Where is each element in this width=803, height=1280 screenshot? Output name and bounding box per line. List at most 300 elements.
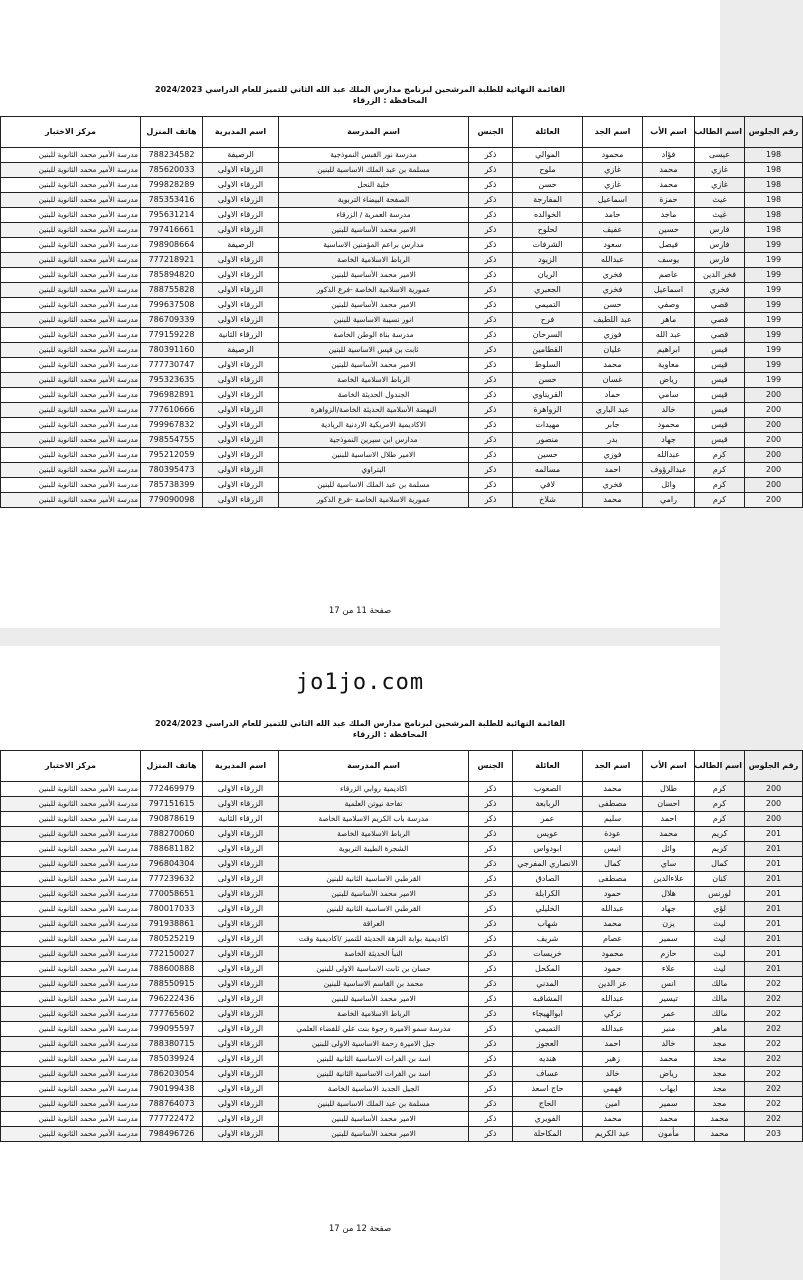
cell-home-phone: 780525219 [141,932,203,947]
table-row [1,478,803,493]
cell-directorate: الزرقاء الاولى [203,977,279,992]
table-row [1,283,803,298]
table-row [1,358,803,373]
cell-test-center: مدرسة الأمير محمد الثانوية للبنين [1,797,141,812]
cell-home-phone: 790878619 [141,812,203,827]
cell-test-center: مدرسة الأمير محمد الثانوية للبنين [1,493,141,508]
cell-seat-number: 200 [745,797,803,812]
cell-grandfather-name: محمود [583,148,643,163]
cell-gender: ذكر [469,343,513,358]
cell-student-name: مجد [695,1037,745,1052]
cell-grandfather-name: سليم [583,812,643,827]
cell-student-name: قصي [695,328,745,343]
cell-gender: ذكر [469,812,513,827]
cell-school-name: الاكاديمية الامريكية الاردنية الريادية [279,418,469,433]
cell-test-center: مدرسة الأمير محمد الثانوية للبنين [1,1022,141,1037]
cell-school-name: الامير محمد الأساسية للبنين [279,992,469,1007]
cell-school-name: اسد بن الفرات الاساسية الثانية للبنين [279,1067,469,1082]
cell-father-name: محمد [643,1112,695,1127]
table-header-row [1,117,803,148]
cell-seat-number: 202 [745,1037,803,1052]
cell-father-name: احسان [643,797,695,812]
table-row [1,857,803,872]
cell-seat-number: 202 [745,1067,803,1082]
cell-seat-number: 202 [745,1007,803,1022]
cell-student-name: كرم [695,812,745,827]
cell-school-name: الامير محمد الأساسية للبنين [279,358,469,373]
cell-family-name: الجعبري [513,283,583,298]
cell-seat-number: 201 [745,962,803,977]
cell-student-name: غازي [695,163,745,178]
cell-grandfather-name: عصام [583,932,643,947]
cell-gender: ذكر [469,1067,513,1082]
cell-seat-number: 199 [745,283,803,298]
cell-family-name: لافي [513,478,583,493]
cell-gender: ذكر [469,902,513,917]
cell-school-name: الرباط الاسلامية الخاصة [279,827,469,842]
cell-grandfather-name: غازي [583,178,643,193]
table-row [1,977,803,992]
cell-grandfather-name: تركي [583,1007,643,1022]
cell-test-center: مدرسة الأمير محمد الثانوية للبنين [1,238,141,253]
cell-student-name: ماهر [695,1022,745,1037]
cell-school-name: مدرسة بناة الوطن الخاصة [279,328,469,343]
cell-family-name: الفويري [513,1112,583,1127]
cell-gender: ذكر [469,253,513,268]
cell-gender: ذكر [469,493,513,508]
table-header-row [1,751,803,782]
cell-home-phone: 786203054 [141,1067,203,1082]
cell-father-name: محمد [643,163,695,178]
cell-grandfather-name: خالد [583,1067,643,1082]
cell-gender: ذكر [469,857,513,872]
cell-family-name: خريسات [513,947,583,962]
cell-grandfather-name: محمود [583,947,643,962]
cell-father-name: وائل [643,842,695,857]
cell-father-name: مأمون [643,1127,695,1142]
cell-school-name: الجندول الحديثة الخاصة [279,388,469,403]
cell-student-name: كنان [695,872,745,887]
cell-school-name: القرطبي الاساسية الثانية للبنين [279,872,469,887]
cell-school-name: عمورية الاسلامية الخاصة -فرع الذكور [279,283,469,298]
cell-student-name: ليث [695,917,745,932]
cell-student-name: مالك [695,1007,745,1022]
cell-seat-number: 202 [745,977,803,992]
table-row [1,1112,803,1127]
cell-grandfather-name: محمد [583,493,643,508]
cell-directorate: الزرقاء الاولى [203,388,279,403]
cell-directorate: الزرقاء الاولى [203,193,279,208]
cell-school-name: انور نسيبة الاساسية للبنين [279,313,469,328]
table-row [1,163,803,178]
cell-grandfather-name: حمود [583,887,643,902]
cell-seat-number: 201 [745,842,803,857]
cell-student-name: ليث [695,947,745,962]
cell-test-center: مدرسة الأمير محمد الثانوية للبنين [1,977,141,992]
cell-test-center: مدرسة الأمير محمد الثانوية للبنين [1,872,141,887]
cell-father-name: خالد [643,1037,695,1052]
column-header-school-name: اسم المدرسة [279,751,469,782]
cell-directorate: الزرقاء الاولى [203,1022,279,1037]
cell-father-name: ابراهيم [643,343,695,358]
cell-family-name: حسن [513,178,583,193]
cell-test-center: مدرسة الأمير محمد الثانوية للبنين [1,283,141,298]
table-row [1,1022,803,1037]
cell-family-name: عويس [513,827,583,842]
cell-home-phone: 796222436 [141,992,203,1007]
cell-test-center: مدرسة الأمير محمد الثانوية للبنين [1,992,141,1007]
cell-test-center: مدرسة الأمير محمد الثانوية للبنين [1,373,141,388]
cell-family-name: الريان [513,268,583,283]
cell-school-name: مسلمة بن عبد الملك الاساسية للبنين [279,478,469,493]
candidates-table [0,116,803,508]
cell-grandfather-name: محمد [583,782,643,797]
cell-seat-number: 200 [745,812,803,827]
cell-grandfather-name: بدر [583,433,643,448]
cell-family-name: مهيدات [513,418,583,433]
cell-gender: ذكر [469,1037,513,1052]
cell-directorate: الزرقاء الاولى [203,1127,279,1142]
cell-school-name: تفاحة نيوتن العلمية [279,797,469,812]
table-row [1,947,803,962]
cell-student-name: ليث [695,932,745,947]
cell-directorate: الزرقاء الاولى [203,1052,279,1067]
cell-school-name: الامير طلال الاساسية للبنين [279,448,469,463]
cell-school-name: ثابت بن قيس الاساسية للبنين [279,343,469,358]
cell-student-name: كمال [695,857,745,872]
cell-grandfather-name: محمد [583,1112,643,1127]
cell-family-name: العجوز [513,1037,583,1052]
cell-student-name: كرم [695,493,745,508]
cell-seat-number: 199 [745,238,803,253]
cell-home-phone: 785353416 [141,193,203,208]
cell-gender: ذكر [469,932,513,947]
cell-family-name: الخوالده [513,208,583,223]
page-header [0,84,720,106]
cell-gender: ذكر [469,148,513,163]
cell-seat-number: 200 [745,418,803,433]
cell-test-center: مدرسة الأمير محمد الثانوية للبنين [1,962,141,977]
cell-father-name: عاصم [643,268,695,283]
cell-seat-number: 202 [745,1082,803,1097]
cell-father-name: انس [643,977,695,992]
cell-home-phone: 799637508 [141,298,203,313]
cell-grandfather-name: فخري [583,283,643,298]
cell-directorate: الزرقاء الاولى [203,493,279,508]
document-page-11 [0,0,799,628]
cell-gender: ذكر [469,977,513,992]
cell-father-name: عبدالله [643,448,695,463]
cell-school-name: الصفحة البيضاء التربوية [279,193,469,208]
cell-grandfather-name: فخري [583,268,643,283]
cell-directorate: الزرقاء الاولى [203,827,279,842]
cell-test-center: مدرسة الأمير محمد الثانوية للبنين [1,917,141,932]
cell-seat-number: 199 [745,298,803,313]
cell-test-center: مدرسة الأمير محمد الثانوية للبنين [1,1037,141,1052]
cell-student-name: غازي [695,178,745,193]
cell-student-name: غيث [695,208,745,223]
cell-directorate: الزرقاء الاولى [203,1082,279,1097]
cell-home-phone: 788764073 [141,1097,203,1112]
cell-test-center: مدرسة الأمير محمد الثانوية للبنين [1,178,141,193]
cell-school-name: محمد بن القاسم الاساسية للبنين [279,977,469,992]
cell-father-name: جهاد [643,433,695,448]
cell-grandfather-name: فهمي [583,1082,643,1097]
cell-home-phone: 798496726 [141,1127,203,1142]
cell-home-phone: 799828289 [141,178,203,193]
table-row [1,298,803,313]
cell-directorate: الزرقاء الاولى [203,917,279,932]
cell-home-phone: 786709339 [141,313,203,328]
cell-directorate: الزرقاء الاولى [203,1007,279,1022]
cell-seat-number: 198 [745,193,803,208]
cell-father-name: ايهاب [643,1082,695,1097]
column-header-home-phone: هاتف المنزل [141,751,203,782]
cell-father-name: رياض [643,373,695,388]
cell-gender: ذكر [469,827,513,842]
cell-student-name: لؤي [695,902,745,917]
cell-gender: ذكر [469,478,513,493]
cell-grandfather-name: محمد [583,358,643,373]
cell-test-center: مدرسة الأمير محمد الثانوية للبنين [1,1082,141,1097]
cell-test-center: مدرسة الأمير محمد الثانوية للبنين [1,193,141,208]
cell-student-name: قصي [695,313,745,328]
cell-school-name: الامير محمد الأساسية للبنين [279,1112,469,1127]
cell-family-name: حسن [513,373,583,388]
cell-gender: ذكر [469,448,513,463]
cell-student-name: فارس [695,253,745,268]
table-row [1,223,803,238]
governorate-label: المحافظة : الزرقاء [352,96,428,105]
cell-gender: ذكر [469,887,513,902]
cell-family-name: شهاب [513,917,583,932]
cell-directorate: الزرقاء الاولى [203,872,279,887]
cell-seat-number: 200 [745,463,803,478]
cell-father-name: يوسف [643,253,695,268]
table-row [1,418,803,433]
cell-gender: ذكر [469,193,513,208]
cell-home-phone: 795323635 [141,373,203,388]
table-row [1,193,803,208]
cell-directorate: الزرقاء الاولى [203,283,279,298]
cell-school-name: اكاديمية روابي الزرقاء [279,782,469,797]
cell-gender: ذكر [469,872,513,887]
cell-father-name: وصفي [643,298,695,313]
cell-student-name: كرم [695,448,745,463]
cell-seat-number: 200 [745,433,803,448]
column-header-student-name: اسم الطالب [695,751,745,782]
cell-home-phone: 777730747 [141,358,203,373]
cell-test-center: مدرسة الأمير محمد الثانوية للبنين [1,403,141,418]
cell-family-name: الكرابلة [513,887,583,902]
cell-student-name: قيس [695,388,745,403]
cell-test-center: مدرسة الأمير محمد الثانوية للبنين [1,842,141,857]
cell-family-name: حاج اسعد [513,1082,583,1097]
cell-home-phone: 788600888 [141,962,203,977]
cell-school-name: حسان بن ثابت الاساسية الاولى للبنين [279,962,469,977]
cell-school-name: مدرسة نور القبس النموذجية [279,148,469,163]
cell-gender: ذكر [469,358,513,373]
cell-grandfather-name: محمد [583,917,643,932]
cell-home-phone: 780395473 [141,463,203,478]
cell-test-center: مدرسة الأمير محمد الثانوية للبنين [1,328,141,343]
cell-seat-number: 201 [745,887,803,902]
table-row [1,842,803,857]
cell-test-center: مدرسة الأمير محمد الثانوية للبنين [1,448,141,463]
table-row [1,1097,803,1112]
cell-seat-number: 201 [745,902,803,917]
cell-home-phone: 788681182 [141,842,203,857]
page-header [0,718,720,740]
cell-father-name: سمير [643,1097,695,1112]
cell-grandfather-name: فوزي [583,328,643,343]
cell-gender: ذكر [469,238,513,253]
cell-student-name: مالك [695,992,745,1007]
cell-test-center: مدرسة الأمير محمد الثانوية للبنين [1,902,141,917]
cell-grandfather-name: عفيف [583,223,643,238]
cell-seat-number: 203 [745,1127,803,1142]
cell-school-name: مدرسة باب الكريم الاسلامية الخاصة [279,812,469,827]
cell-father-name: ساي [643,857,695,872]
table-row [1,448,803,463]
cell-gender: ذكر [469,313,513,328]
cell-grandfather-name: امين [583,1097,643,1112]
cell-directorate: الزرقاء الاولى [203,268,279,283]
cell-seat-number: 200 [745,493,803,508]
candidates-table [0,750,803,1142]
cell-family-name: القطامين [513,343,583,358]
cell-family-name: المكحل [513,962,583,977]
cell-seat-number: 199 [745,373,803,388]
cell-test-center: مدرسة الأمير محمد الثانوية للبنين [1,1112,141,1127]
cell-test-center: مدرسة الأمير محمد الثانوية للبنين [1,947,141,962]
cell-home-phone: 799967832 [141,418,203,433]
cell-school-name: مسلمة بن عبد الملك الاساسية للبنين [279,163,469,178]
cell-gender: ذكر [469,917,513,932]
cell-father-name: هلال [643,887,695,902]
cell-seat-number: 199 [745,343,803,358]
cell-school-name: الشجرة الطيبة التربوية [279,842,469,857]
table-row [1,238,803,253]
cell-test-center: مدرسة الأمير محمد الثانوية للبنين [1,268,141,283]
cell-directorate: الزرقاء الاولى [203,178,279,193]
cell-home-phone: 777722472 [141,1112,203,1127]
cell-seat-number: 199 [745,268,803,283]
cell-school-name: عمورية الاسلامية الخاصة -فرع الذكور [279,493,469,508]
cell-home-phone: 790199438 [141,1082,203,1097]
cell-seat-number: 201 [745,917,803,932]
cell-home-phone: 785894820 [141,268,203,283]
cell-directorate: الزرقاء الاولى [203,463,279,478]
cell-gender: ذكر [469,208,513,223]
cell-test-center: مدرسة الأمير محمد الثانوية للبنين [1,313,141,328]
cell-gender: ذكر [469,1127,513,1142]
cell-family-name: عمر [513,812,583,827]
cell-test-center: مدرسة الأمير محمد الثانوية للبنين [1,1067,141,1082]
cell-father-name: سامي [643,388,695,403]
cell-home-phone: 788550915 [141,977,203,992]
column-header-grandfather-name: اسم الجد [583,751,643,782]
table-row [1,403,803,418]
cell-gender: ذكر [469,403,513,418]
cell-father-name: عمر [643,1007,695,1022]
cell-test-center: مدرسة الأمير محمد الثانوية للبنين [1,223,141,238]
cell-student-name: قصي [695,298,745,313]
cell-test-center: مدرسة الأمير محمد الثانوية للبنين [1,1007,141,1022]
cell-school-name: النهضة الأسلامية الحديثة الخاصة/الزواهرة [279,403,469,418]
cell-directorate: الرصيفة [203,148,279,163]
cell-test-center: مدرسة الأمير محمد الثانوية للبنين [1,253,141,268]
table-row [1,373,803,388]
cell-student-name: فخري [695,283,745,298]
cell-home-phone: 796982891 [141,388,203,403]
cell-grandfather-name: سعود [583,238,643,253]
cell-gender: ذكر [469,797,513,812]
cell-seat-number: 199 [745,358,803,373]
cell-seat-number: 198 [745,208,803,223]
cell-directorate: الزرقاء الاولى [203,1112,279,1127]
cell-father-name: اسماعيل [643,283,695,298]
cell-home-phone: 798554755 [141,433,203,448]
cell-grandfather-name: حامد [583,208,643,223]
cell-family-name: هنديه [513,1052,583,1067]
cell-father-name: جهاد [643,902,695,917]
cell-directorate: الزرقاء الاولى [203,208,279,223]
cell-school-name: الامير محمد الأساسية للبنين [279,298,469,313]
cell-school-name: البتراوي [279,463,469,478]
cell-father-name: منير [643,1022,695,1037]
cell-school-name: اسد بن الفرات الاساسية الثانية للبنين [279,1052,469,1067]
cell-home-phone: 779159228 [141,328,203,343]
cell-grandfather-name: غازي [583,163,643,178]
cell-grandfather-name: احمد [583,463,643,478]
cell-gender: ذكر [469,1052,513,1067]
cell-gender: ذكر [469,947,513,962]
cell-family-name: المكاحلة [513,1127,583,1142]
table-row [1,178,803,193]
cell-school-name: خلية النحل [279,178,469,193]
cell-father-name: طلال [643,782,695,797]
cell-home-phone: 796804304 [141,857,203,872]
cell-seat-number: 202 [745,1022,803,1037]
cell-directorate: الزرقاء الاولى [203,163,279,178]
cell-school-name: الرباط الاسلامية الخاصة [279,1007,469,1022]
cell-family-name: المدني [513,977,583,992]
cell-home-phone: 797151615 [141,797,203,812]
cell-father-name: عبدالرؤوف [643,463,695,478]
cell-grandfather-name: حسن [583,298,643,313]
cell-grandfather-name: حماد [583,388,643,403]
cell-gender: ذكر [469,328,513,343]
column-header-directorate: اسم المديرية [203,117,279,148]
table-row [1,208,803,223]
cell-seat-number: 198 [745,178,803,193]
table-row [1,1127,803,1142]
watermark-text: jo1jo.com [295,670,425,695]
cell-gender: ذكر [469,223,513,238]
cell-seat-number: 201 [745,872,803,887]
cell-test-center: مدرسة الأمير محمد الثانوية للبنين [1,148,141,163]
cell-family-name: التميمي [513,298,583,313]
cell-student-name: كرم [695,463,745,478]
table-row [1,902,803,917]
cell-seat-number: 201 [745,857,803,872]
cell-gender: ذكر [469,163,513,178]
table-row [1,992,803,1007]
cell-test-center: مدرسة الأمير محمد الثانوية للبنين [1,932,141,947]
cell-directorate: الزرقاء الاولى [203,223,279,238]
cell-grandfather-name: اسماعيل [583,193,643,208]
